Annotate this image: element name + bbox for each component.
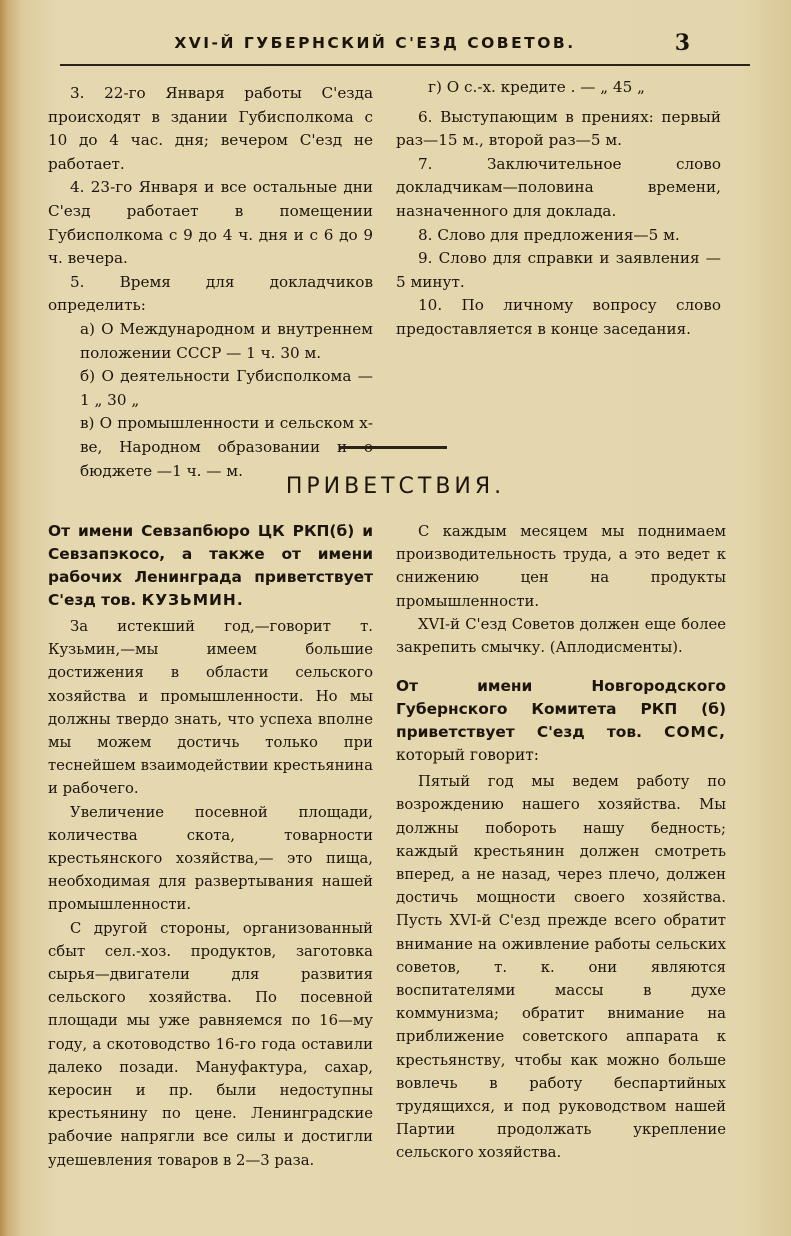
page-number: 3	[674, 30, 690, 56]
greeting-1-paragraph: XVI-й С'езд Советов должен еще более закрепить смычку. (Аплодисменты).	[396, 615, 726, 657]
running-head: XVI-Й ГУБЕРНСКИЙ С'ЕЗД СОВЕТОВ.	[174, 34, 576, 52]
greeting-2-heading-tail: который говорит:	[396, 746, 539, 765]
rule-8: 8. Слово для предложения—5 м.	[418, 225, 680, 244]
rule-5b: б) О деятельности Губисполкома — 1 „ 30 „	[80, 367, 373, 409]
rule-6: 6. Выступающим в прениях: первый раз—15 м., второй раз—5 м.	[396, 107, 721, 150]
section-title: ПРИВЕТСТВИЯ.	[285, 474, 506, 499]
greeting-2-heading-text: От имени Новгородского Губернского Комитета РКП (б) приветствует С'езд тов.	[396, 677, 726, 742]
greeting-1-heading-text: От имени Севзапбюро ЦК РКП(б) и Севзапэкосо, а также от имени рабочих Ленинграда приветствует С'езд тов.	[48, 522, 373, 609]
rule-5g: г) О с.-х. кредите . — „ 45 „	[428, 78, 645, 96]
rules-column-left	[48, 82, 373, 483]
greeting-2-heading	[396, 675, 726, 767]
rule-5v: в) О промышленности и сельском х-ве, Народном образовании и о бюджете —1 ч. — м.	[80, 414, 373, 480]
rules-column-right	[396, 76, 721, 342]
page-header	[60, 30, 750, 66]
rule-7: 7. Заключительное слово докладчикам—половина времени, назначенного для доклада.	[396, 154, 721, 220]
rule-10: 10. По личному вопросу слово предоставляется в конце заседания.	[396, 296, 721, 338]
rule-5: 5. Время для докладчиков определить:	[48, 272, 373, 315]
greeting-1-heading	[48, 520, 373, 612]
rule-3: 3. 22-го Января работы С'езда происходят в здании Губисполкома с 10 до 4 час. дня; вечером С'езд не работает.	[48, 84, 373, 173]
greeting-1-paragraph: С каждым месяцем мы поднимаем производительность труда, а это ведет к снижению цен на продукты промышленности.	[396, 523, 726, 610]
greeting-1-paragraph: С другой стороны, организованный сбыт сел.-хоз. продуктов, заготовка сырья—двигатели для развития сельского хозяйства. По посевной площади мы уже равняемся по 16—му году, а скотоводство 16-го года оставили далеко позади. Мануфактура, сахар, керосин и пр. были недоступны крестьянину по цене. Ленинградские рабочие напрягли все силы и достигли удешевления товаров в 2—3 раза.	[48, 919, 373, 1169]
greeting-column-left	[48, 520, 373, 1172]
rule-9: 9. Слово для справки и заявления — 5 минут.	[396, 249, 721, 291]
rule-4: 4. 23-го Января и все остальные дни С'езд работает в помещении Губисполкома с 9 до 4 ч. дня и с 6 до 9 ч. вечера.	[48, 178, 373, 268]
greeting-2-speaker: СОМС,	[664, 723, 726, 742]
section-divider	[340, 446, 447, 449]
greeting-2-paragraph: Пятый год мы ведем работу по возрождению нашего хозяйства. Мы должны побороть нашу бедность; каждый крестьянин должен смотреть вперед, а не назад, через плечо, должен достичь мощности своего хозяйства. Пусть XVI-й С'езд прежде всего обратит внимание на оживление работы сельских советов, т. к. они являются воспитателями массы в духе коммунизма; обратит внимание на приближение советского аппарата к крестьянству, чтобы как можно больше вовлечь в работу беспартийных трудящихся, и под руководством нашей Партии продолжать укрепление сельского хозяйства.	[396, 773, 726, 1162]
greeting-1-paragraph: Увеличение посевной площади, количества скота, товарности крестьянского хозяйства,— это пища, необходимая для развертывания нашей промышленности.	[48, 803, 373, 914]
greeting-1-paragraph: За истекший год,—говорит т. Кузьмин,—мы имеем большие достижения в области сельского хозяйства и промышленности. Но мы должны твердо знать, что успеха вполне мы можем достичь только при теснейшем взаимодействии крестьянина и рабочего.	[48, 618, 373, 798]
rule-5a: а) О Международном и внутреннем положении СССР — 1 ч. 30 м.	[80, 319, 373, 362]
greeting-column-right	[396, 520, 726, 1165]
greeting-1-speaker: КУЗЬМИН.	[141, 591, 244, 609]
